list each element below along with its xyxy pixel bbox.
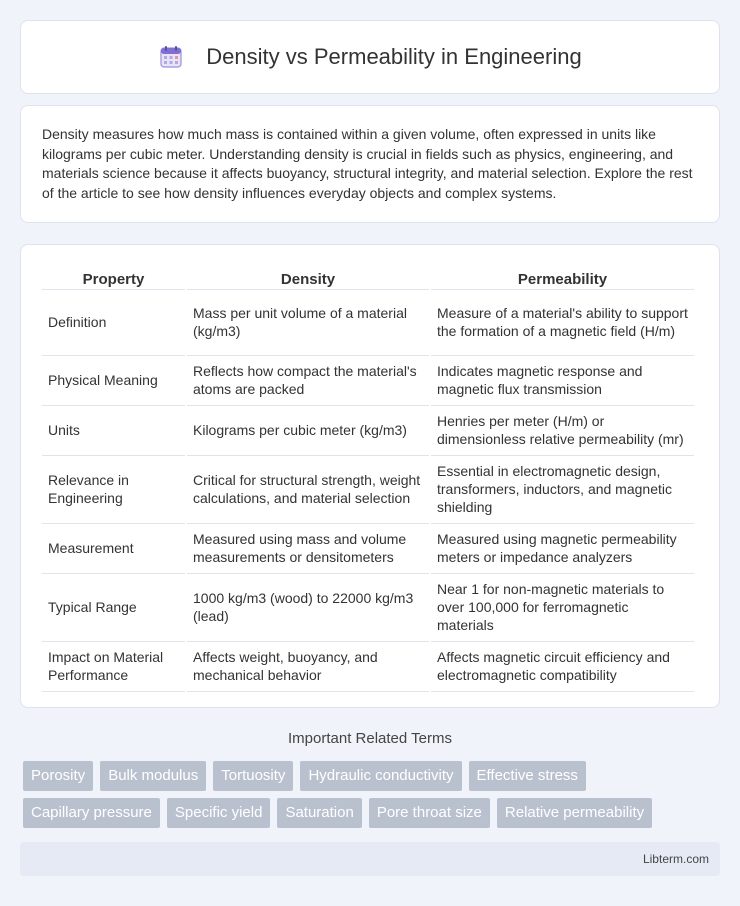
table-row [42,356,694,406]
cell-property: Impact on Material Performance [42,642,185,692]
cell-property: Physical Meaning [42,356,185,406]
table-row [42,456,694,524]
table-row [42,406,694,456]
cell-density: Measured using mass and volume measurements or densitometers [187,524,429,574]
cell-property: Measurement [42,524,185,574]
cell-permeability: Measured using magnetic permeability meters or impedance analyzers [431,524,694,574]
related-terms-title: Important Related Terms [288,730,452,747]
cell-permeability: Near 1 for non-magnetic materials to over 100,000 for ferromagnetic materials [431,574,694,642]
table-row [42,290,694,356]
tag-hydraulic-conductivity[interactable]: Hydraulic conductivity [300,761,461,791]
tag-specific-yield[interactable]: Specific yield [167,798,271,828]
header-property: Property [42,265,185,290]
tag-porosity[interactable]: Porosity [23,761,93,791]
cell-density: 1000 kg/m3 (wood) to 22000 kg/m3 (lead) [187,574,429,642]
title-card [20,20,720,94]
cell-density: Mass per unit volume of a material (kg/m3) [187,290,429,356]
comparison-table-card [20,244,720,708]
tag-saturation[interactable]: Saturation [277,798,361,828]
page-title: Density vs Permeability in Engineering [206,44,582,69]
table-row [42,574,694,642]
tag-relative-permeability[interactable]: Relative permeability [497,798,652,828]
cell-density: Kilograms per cubic meter (kg/m3) [187,406,429,456]
cell-property: Typical Range [42,574,185,642]
cell-permeability: Indicates magnetic response and magnetic flux transmission [431,356,694,406]
cell-density: Affects weight, buoyancy, and mechanical behavior [187,642,429,692]
intro-card [20,105,720,223]
table-header-row [42,265,694,290]
cell-property: Definition [42,290,185,356]
cell-density: Reflects how compact the material's atoms are packed [187,356,429,406]
table-row [42,524,694,574]
tag-pore-throat-size[interactable]: Pore throat size [369,798,490,828]
cell-permeability: Essential in electromagnetic design, transformers, inductors, and magnetic shielding [431,456,694,524]
cell-density: Critical for structural strength, weight calculations, and material selection [187,456,429,524]
cell-property: Relevance in Engineering [42,456,185,524]
footer [20,842,720,876]
cell-property: Units [42,406,185,456]
tag-tortuosity[interactable]: Tortuosity [213,761,293,791]
tag-effective-stress[interactable]: Effective stress [469,761,586,791]
table-row [42,642,694,692]
related-terms-tags [23,761,723,828]
calendar-icon [158,44,184,70]
cell-permeability: Affects magnetic circuit efficiency and electromagnetic compatibility [431,642,694,692]
footer-site-link[interactable]: Libterm.com [642,852,709,866]
header-density: Density [187,265,429,290]
cell-permeability: Measure of a material's ability to support the formation of a magnetic field (H/m) [431,290,694,356]
intro-text: Density measures how much mass is contained within a given volume, often expressed in units like kilograms per cubic meter. Understanding density is crucial in fields such as physics, engineering, and materials science because it affects buoyancy, structural integrity, and material selection. Explore the rest of the article to see how density influences everyday objects and complex systems. [42,126,693,201]
cell-permeability: Henries per meter (H/m) or dimensionless relative permeability (mr) [431,406,694,456]
comparison-table [40,265,696,692]
tag-bulk-modulus[interactable]: Bulk modulus [100,761,206,791]
tag-capillary-pressure[interactable]: Capillary pressure [23,798,160,828]
header-permeability: Permeability [431,265,694,290]
